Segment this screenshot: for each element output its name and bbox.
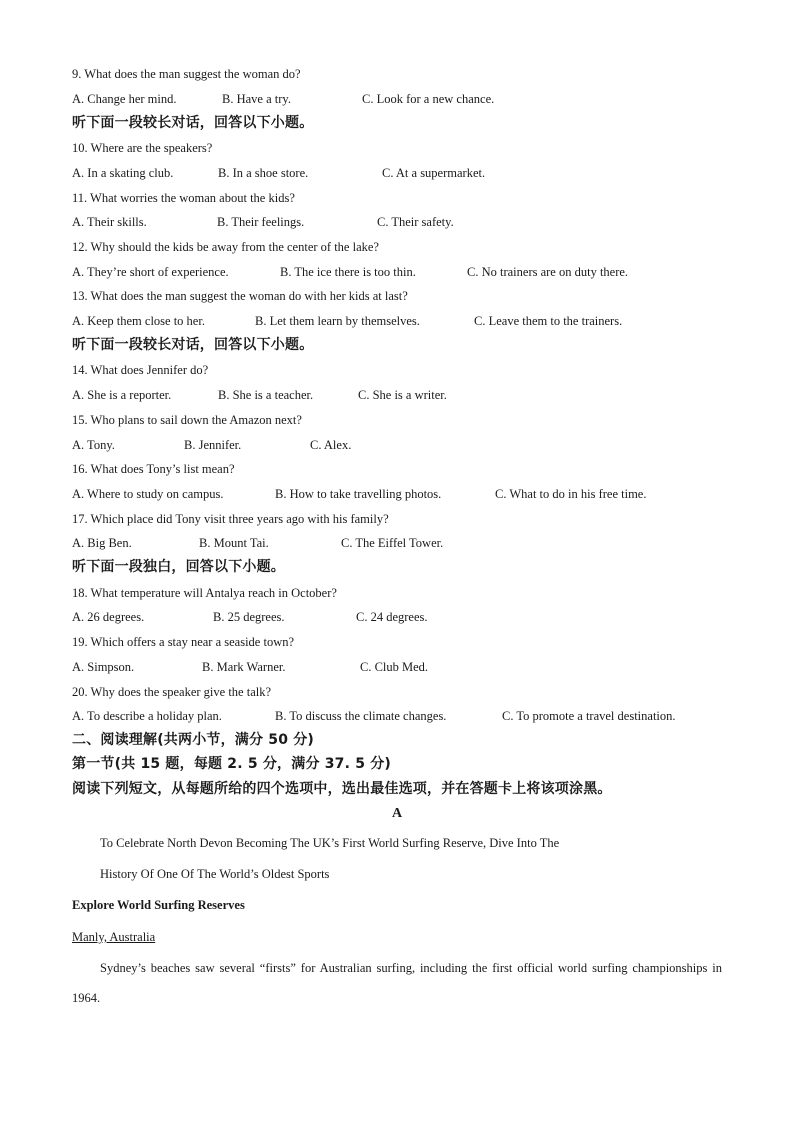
option-b: B. Let them learn by themselves. xyxy=(255,314,420,328)
option-a: A. Tony. xyxy=(72,438,115,452)
option-c: C. Leave them to the trainers. xyxy=(474,314,623,328)
option-a: A. Big Ben. xyxy=(72,536,132,550)
section-heading: 第一节(共 15 题，每题 2. 5 分，满分 37. 5 分) xyxy=(72,756,392,772)
option-b: B. Their feelings. xyxy=(217,215,305,229)
option-a: A. Keep them close to her. xyxy=(72,314,205,328)
passage-title: To Celebrate North Devon Becoming The UK’s First World Surfing Reserve, Dive Into The xyxy=(100,836,560,850)
option-a: A. Where to study on campus. xyxy=(72,487,224,501)
question-stem: 9. What does the man suggest the woman do? xyxy=(72,67,301,81)
instructions: 阅读下列短文，从每题所给的四个选项中，选出最佳选项，并在答题卡上将该项涂黑。 xyxy=(72,781,612,797)
option-b: B. She is a teacher. xyxy=(218,388,314,402)
part-heading: 二、阅读理解(共两小节，满分 50 分) xyxy=(72,732,315,748)
option-a: A. In a skating club. xyxy=(72,166,174,180)
place-heading: Manly, Australia xyxy=(72,930,156,944)
option-c: C. She is a writer. xyxy=(358,388,447,402)
section-heading: 听下面一段较长对话，回答以下小题。 xyxy=(72,115,314,131)
option-c: C. 24 degrees. xyxy=(356,610,428,624)
option-c: C. Look for a new chance. xyxy=(362,92,495,106)
option-a: A. Change her mind. xyxy=(72,92,177,106)
option-a: A. She is a reporter. xyxy=(72,388,172,402)
section-heading: 听下面一段较长对话，回答以下小题。 xyxy=(72,337,314,353)
option-b: B. Jennifer. xyxy=(184,438,242,452)
question-stem: 14. What does Jennifer do? xyxy=(72,363,209,377)
option-c: C. The Eiffel Tower. xyxy=(341,536,444,550)
question-stem: 15. Who plans to sail down the Amazon next? xyxy=(72,413,302,427)
option-b: B. To discuss the climate changes. xyxy=(275,709,447,723)
passage-letter: A xyxy=(391,806,403,821)
question-stem: 11. What worries the woman about the kids? xyxy=(72,191,295,205)
question-stem: 20. Why does the speaker give the talk? xyxy=(72,685,272,699)
question-stem: 19. Which offers a stay near a seaside town? xyxy=(72,635,295,649)
option-c: C. What to do in his free time. xyxy=(495,487,647,501)
question-stem: 10. Where are the speakers? xyxy=(72,141,213,155)
option-c: C. Their safety. xyxy=(377,215,454,229)
question-stem: 13. What does the man suggest the woman do with her kids at last? xyxy=(72,289,408,303)
option-b: B. Have a try. xyxy=(222,92,291,106)
option-c: C. At a supermarket. xyxy=(382,166,486,180)
section-heading: 听下面一段独白，回答以下小题。 xyxy=(72,559,285,575)
option-c: C. No trainers are on duty there. xyxy=(467,265,629,279)
question-stem: 18. What temperature will Antalya reach in October? xyxy=(72,586,337,600)
option-b: B. Mark Warner. xyxy=(202,660,286,674)
option-b: B. Mount Tai. xyxy=(199,536,269,550)
question-stem: 12. Why should the kids be away from the center of the lake? xyxy=(72,240,379,254)
option-a: A. Simpson. xyxy=(72,660,135,674)
option-a: A. 26 degrees. xyxy=(72,610,145,624)
section-title: Explore World Surfing Reserves xyxy=(72,898,245,912)
option-b: B. How to take travelling photos. xyxy=(275,487,442,501)
option-b: B. 25 degrees. xyxy=(213,610,285,624)
option-c: C. To promote a travel destination. xyxy=(502,709,676,723)
option-c: C. Club Med. xyxy=(360,660,429,674)
question-stem: 17. Which place did Tony visit three years ago with his family? xyxy=(72,512,389,526)
passage-paragraph: Sydney’s beaches saw several “firsts” for Australian surfing, including the first official world surfing championships in 1964. xyxy=(72,961,722,1005)
option-b: B. The ice there is too thin. xyxy=(280,265,416,279)
option-a: A. To describe a holiday plan. xyxy=(72,709,222,723)
option-c: C. Alex. xyxy=(310,438,352,452)
option-a: A. They’re short of experience. xyxy=(72,265,229,279)
option-a: A. Their skills. xyxy=(72,215,147,229)
question-stem: 16. What does Tony’s list mean? xyxy=(72,462,235,476)
option-b: B. In a shoe store. xyxy=(218,166,309,180)
passage-title-continued: History Of One Of The World’s Oldest Sports xyxy=(100,867,330,881)
